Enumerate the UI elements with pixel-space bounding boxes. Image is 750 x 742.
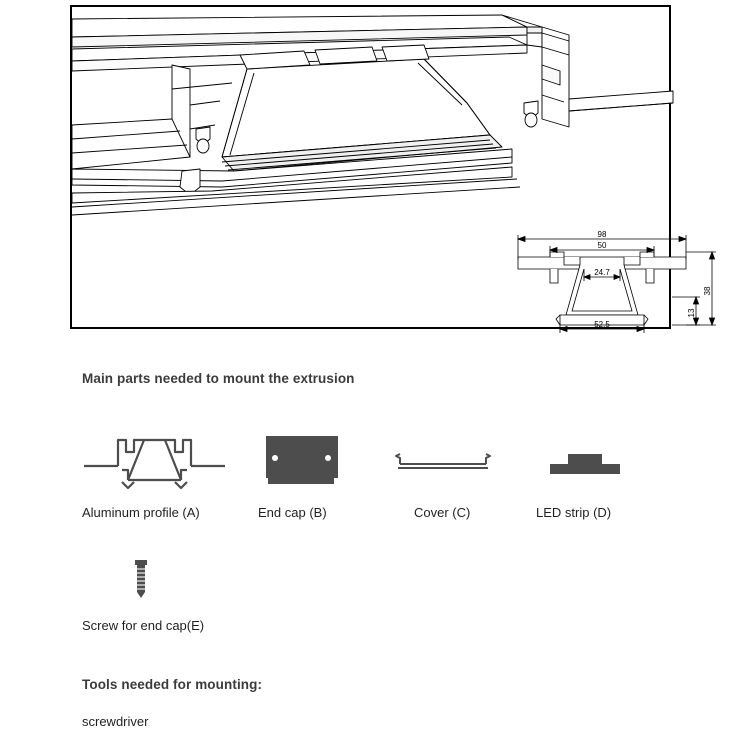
part-cover xyxy=(388,430,498,492)
heading-tools: Tools needed for mounting: xyxy=(82,677,263,692)
technical-drawing-frame xyxy=(70,5,712,329)
cross-section-dimension-drawing xyxy=(72,7,712,331)
aluminum-profile-icon xyxy=(82,430,227,492)
part-end-cap xyxy=(258,430,368,492)
part-aluminum-profile xyxy=(82,430,227,492)
screw-icon xyxy=(128,558,154,604)
end-cap-icon xyxy=(258,430,348,492)
part-label-cover: Cover (C) xyxy=(414,505,471,520)
part-label-aluminum-profile: Aluminum profile (A) xyxy=(82,505,200,520)
led-strip-icon xyxy=(536,430,646,492)
part-label-led-strip: LED strip (D) xyxy=(536,505,612,520)
dim-inner-bottom-width: 52.5 xyxy=(594,320,610,329)
part-label-screw: Screw for end cap(E) xyxy=(82,618,205,633)
tool-item-screwdriver: screwdriver xyxy=(82,714,149,729)
part-led-strip xyxy=(536,430,646,492)
part-screw xyxy=(128,558,154,609)
dim-inner-top-width: 24.7 xyxy=(594,268,610,277)
part-label-end-cap: End cap (B) xyxy=(258,505,327,520)
dim-lower-height: 13 xyxy=(687,308,696,318)
heading-main-parts: Main parts needed to mount the extrusion xyxy=(82,371,355,386)
dim-overall-width: 98 xyxy=(597,230,607,239)
dim-overall-height: 38 xyxy=(703,286,712,296)
dim-recess-width: 50 xyxy=(597,241,607,250)
cover-icon xyxy=(388,430,498,492)
